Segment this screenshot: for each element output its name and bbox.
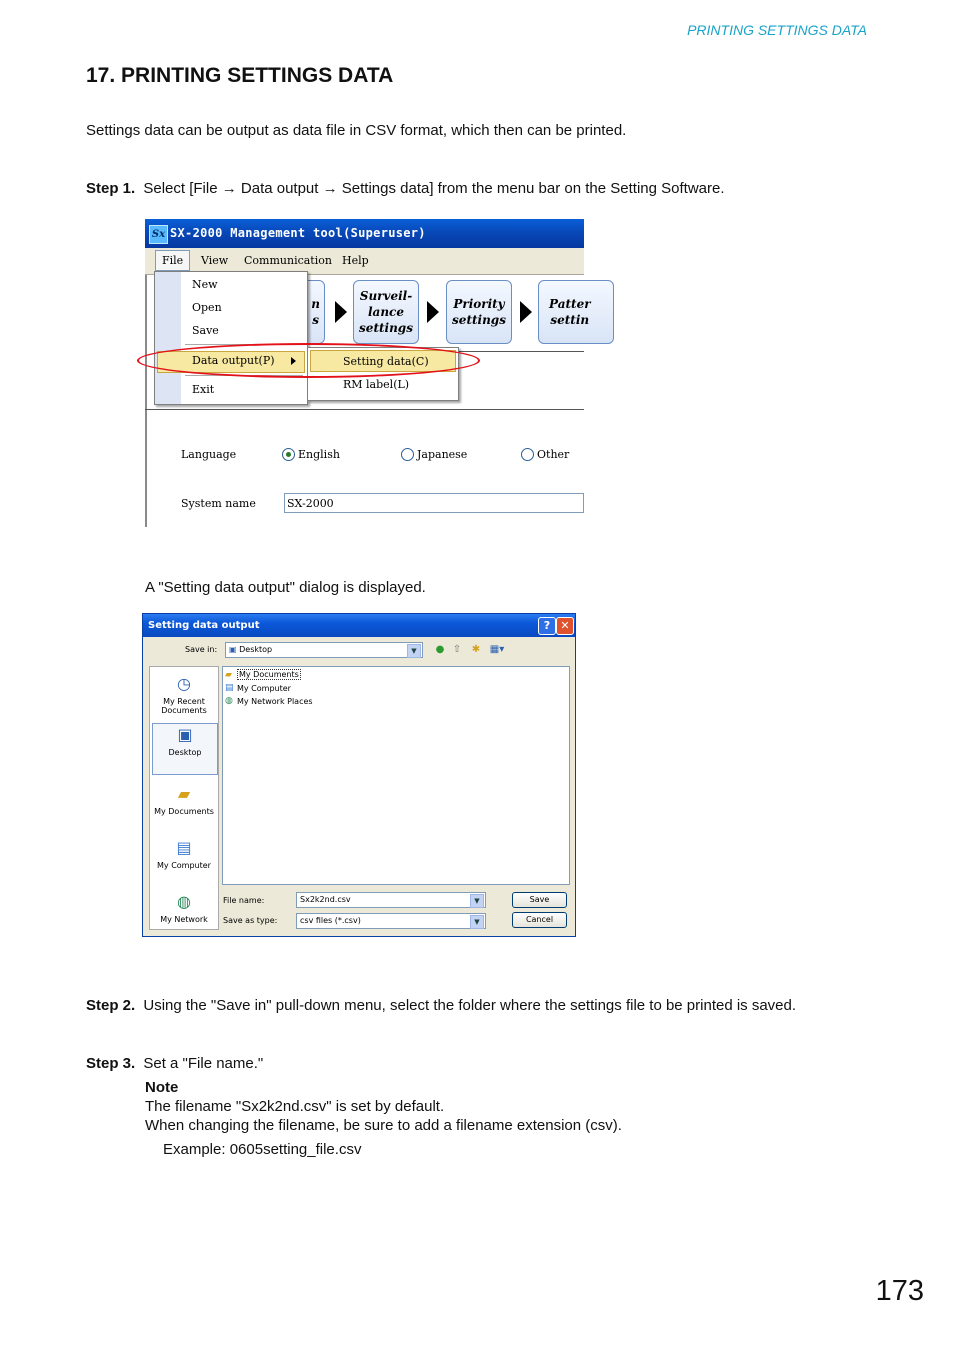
save-in-select[interactable] xyxy=(225,642,423,658)
dialog-title: Setting data output xyxy=(148,620,260,631)
radio-japanese-label: Japanese xyxy=(417,448,468,461)
place-my-recent-documents[interactable] xyxy=(152,673,216,715)
view-menu-icon[interactable]: ▦▾ xyxy=(489,644,505,655)
place-label: Desktop xyxy=(168,748,202,757)
running-header: PRINTING SETTINGS DATA xyxy=(687,22,867,38)
window-title: SX-2000 Management tool(Superuser) xyxy=(170,226,426,240)
clock-icon: ◷ xyxy=(177,674,191,693)
menu-file[interactable]: File xyxy=(155,250,190,271)
dialog-titlebar xyxy=(143,614,575,637)
up-folder-icon[interactable]: ⇧ xyxy=(452,644,462,655)
section-title: 17. PRINTING SETTINGS DATA xyxy=(86,64,394,87)
menu-help[interactable]: Help xyxy=(342,254,369,267)
radio-other-label: Other xyxy=(537,448,570,461)
network-icon: ◍ xyxy=(225,696,233,706)
place-desktop[interactable] xyxy=(152,723,218,775)
place-label: My Recent Documents xyxy=(161,697,207,715)
chevron-down-icon: ▼ xyxy=(470,894,484,908)
step-1-label: Step 1. xyxy=(86,180,136,197)
menu-item-open[interactable]: Open xyxy=(192,301,222,314)
page-number: 173 xyxy=(875,1275,924,1307)
submenu-item-rm-label[interactable]: RM label(L) xyxy=(343,378,410,391)
place-my-documents[interactable] xyxy=(152,783,216,816)
computer-icon: ▤ xyxy=(225,683,234,693)
file-list xyxy=(222,666,570,885)
menu-item-data-output[interactable]: Data output(P) xyxy=(192,354,275,367)
flow-button-partial[interactable]: n s xyxy=(269,280,325,344)
save-as-type-label: Save as type: xyxy=(223,916,278,925)
note-line-2: When changing the filename, be sure to add a filename extension (csv). xyxy=(145,1117,622,1134)
step-2 xyxy=(86,996,796,1015)
menu-item-new[interactable]: New xyxy=(192,278,218,291)
radio-english[interactable] xyxy=(282,448,295,461)
annotation-red-oval xyxy=(137,343,480,378)
close-icon[interactable]: ✕ xyxy=(556,617,574,635)
step-3-label: Step 3. xyxy=(86,1055,136,1072)
file-menu-dropdown xyxy=(154,271,308,405)
save-in-label: Save in: xyxy=(185,645,218,654)
step-2-label: Step 2. xyxy=(86,997,136,1014)
chevron-down-icon: ▼ xyxy=(407,644,421,658)
dialog-intro-text: A "Setting data output" dialog is displayed. xyxy=(145,579,426,596)
computer-icon: ▤ xyxy=(176,838,192,857)
management-tool-screenshot xyxy=(145,219,591,527)
new-folder-icon[interactable]: ✱ xyxy=(471,644,481,655)
system-name-label: System name xyxy=(181,497,256,510)
help-icon[interactable]: ? xyxy=(538,617,556,635)
radio-other[interactable] xyxy=(521,448,534,461)
list-item-label: My Network Places xyxy=(237,696,313,706)
step-1-text: Select [File → Data output → Settings data] from the menu bar on the Setting Software. xyxy=(143,180,725,197)
menu-item-exit[interactable]: Exit xyxy=(192,383,215,396)
save-as-type-select[interactable] xyxy=(296,913,486,929)
flow-arrow-icon xyxy=(427,301,439,323)
save-in-value: Desktop xyxy=(239,645,273,654)
step-3 xyxy=(86,1054,263,1073)
step-1 xyxy=(86,179,725,198)
menu-icon-strip xyxy=(155,272,181,404)
folder-icon: ▰ xyxy=(225,669,232,680)
place-label: My Computer xyxy=(157,861,211,870)
flow-arrow-icon xyxy=(335,301,347,323)
menu-view[interactable]: View xyxy=(201,254,229,267)
list-item[interactable] xyxy=(225,683,291,693)
note-example: Example: 0605setting_file.csv xyxy=(163,1141,362,1158)
file-name-label: File name: xyxy=(223,896,265,905)
menu-communication[interactable]: Communication xyxy=(244,254,332,267)
folder-icon: ▰ xyxy=(177,784,191,803)
radio-english-label: English xyxy=(298,448,340,461)
menu-item-save[interactable]: Save xyxy=(192,324,219,337)
place-label: My Network xyxy=(160,915,208,924)
save-as-type-value: csv files (*.csv) xyxy=(300,916,361,925)
file-name-input[interactable] xyxy=(296,892,486,908)
place-my-network[interactable] xyxy=(152,891,216,924)
step-2-text: Using the "Save in" pull-down menu, select the folder where the settings file to be printed is saved. xyxy=(143,997,797,1014)
chevron-down-icon: ▼ xyxy=(470,915,484,929)
divider xyxy=(455,351,584,352)
flow-button-pattern[interactable]: Patter settin xyxy=(538,280,614,344)
note-label: Note xyxy=(145,1079,179,1096)
desktop-icon: ▣ xyxy=(177,725,193,744)
places-bar xyxy=(149,666,219,930)
flow-arrow-icon xyxy=(520,301,532,323)
window-titlebar xyxy=(145,219,584,248)
save-button[interactable]: Save xyxy=(512,892,567,908)
list-item-label: My Computer xyxy=(237,683,291,693)
list-item-label: My Documents xyxy=(239,670,299,679)
network-icon: ◍ xyxy=(177,892,191,911)
language-label: Language xyxy=(181,448,237,461)
radio-japanese[interactable] xyxy=(401,448,414,461)
desktop-icon: ▣ xyxy=(229,645,237,654)
place-label: My Documents xyxy=(154,807,214,816)
app-logo-icon: Sx xyxy=(149,225,168,244)
submenu-item-setting-data[interactable]: Setting data(C) xyxy=(343,355,429,368)
place-my-computer[interactable] xyxy=(152,837,216,870)
list-item[interactable] xyxy=(225,669,301,680)
flow-button-surveillance[interactable]: Surveil- lance settings xyxy=(353,280,419,344)
flow-button-priority[interactable]: Priority settings xyxy=(446,280,512,344)
back-icon[interactable]: ● xyxy=(435,644,445,655)
setting-data-output-dialog xyxy=(142,613,576,937)
system-name-input[interactable]: SX-2000 xyxy=(284,493,584,513)
step-3-text: Set a "File name." xyxy=(143,1055,264,1072)
window-left-edge xyxy=(145,275,147,527)
cancel-button[interactable]: Cancel xyxy=(512,912,567,928)
note-line-1: The filename "Sx2k2nd.csv" is set by default. xyxy=(145,1098,445,1115)
intro-paragraph: Settings data can be output as data file in CSV format, which then can be printed. xyxy=(86,122,627,139)
list-item[interactable] xyxy=(225,696,313,706)
divider xyxy=(145,409,584,410)
file-name-value: Sx2k2nd.csv xyxy=(300,895,351,904)
